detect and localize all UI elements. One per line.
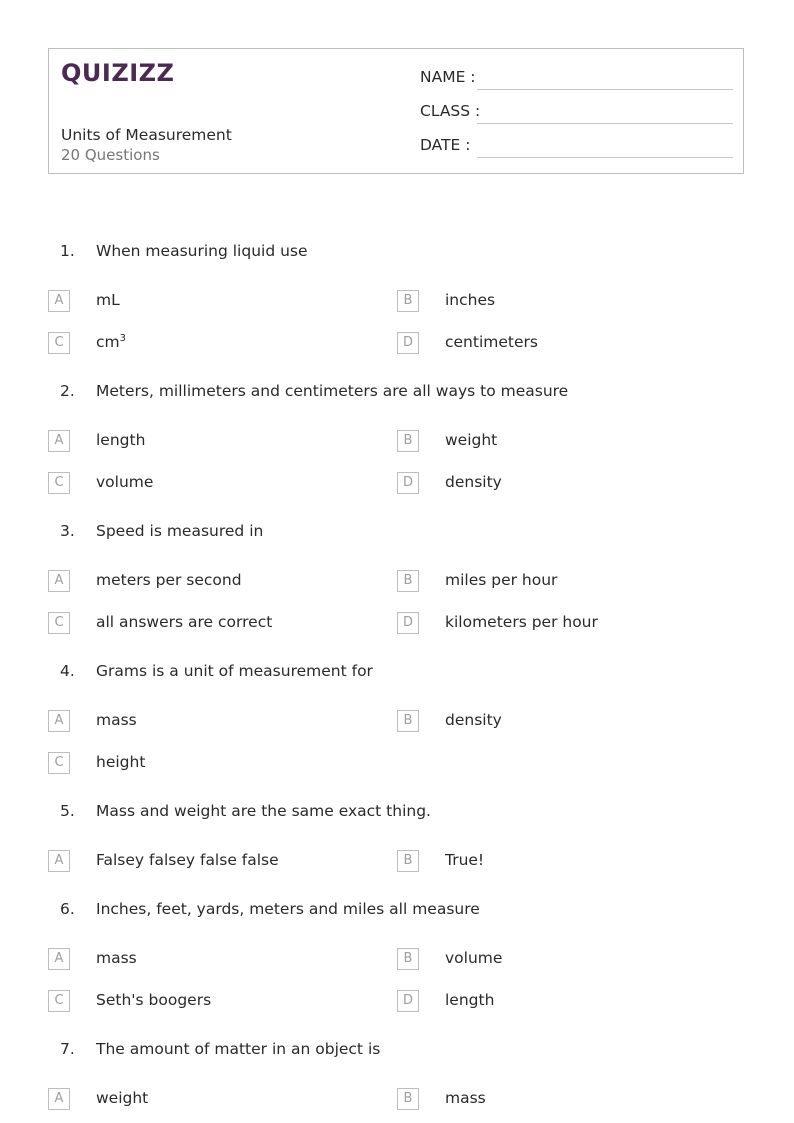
class-label: CLASS : (420, 102, 481, 120)
option-letter-box: B (397, 710, 419, 732)
question-number: 2. (60, 382, 75, 400)
option-letter-box: C (48, 332, 70, 354)
option-letter-box: C (48, 990, 70, 1012)
question-text: The amount of matter in an object is (96, 1040, 381, 1058)
option-letter-box: A (48, 570, 70, 592)
option-letter-box: A (48, 948, 70, 970)
option-text: miles per hour (445, 571, 558, 589)
option-text: height (96, 753, 146, 771)
question-text: Speed is measured in (96, 522, 264, 540)
option-text: all answers are correct (96, 613, 273, 631)
option-letter-box: D (397, 472, 419, 494)
option-text: weight (96, 1089, 149, 1107)
option-text: Seth's boogers (96, 991, 212, 1009)
option-text: length (96, 431, 146, 449)
option-text: density (445, 473, 502, 491)
option-letter-box: B (397, 570, 419, 592)
date-label: DATE : (420, 136, 471, 154)
question-number: 4. (60, 662, 75, 680)
name-line (477, 89, 733, 90)
option-text: kilometers per hour (445, 613, 598, 631)
option-text: meters per second (96, 571, 242, 589)
option-letter-box: C (48, 752, 70, 774)
option-letter-box: B (397, 850, 419, 872)
question-text: Grams is a unit of measurement for (96, 662, 373, 680)
option-text: weight (445, 431, 498, 449)
question-count: 20 Questions (61, 146, 160, 164)
option-letter-box: A (48, 430, 70, 452)
option-letter-box: C (48, 472, 70, 494)
option-text: mass (96, 949, 137, 967)
question-number: 1. (60, 242, 75, 260)
quizizz-logo: QUIZIZZ (61, 59, 175, 87)
question-number: 3. (60, 522, 75, 540)
option-letter-box: A (48, 1088, 70, 1110)
name-label: NAME : (420, 68, 476, 86)
option-text: inches (445, 291, 496, 309)
worksheet-title: Units of Measurement (61, 126, 232, 144)
question-text: When measuring liquid use (96, 242, 308, 260)
worksheet-header (48, 48, 744, 174)
option-letter-box: C (48, 612, 70, 634)
option-text: centimeters (445, 333, 538, 351)
option-letter-box: B (397, 290, 419, 312)
option-text: length (445, 991, 495, 1009)
option-letter-box: A (48, 710, 70, 732)
question-number: 7. (60, 1040, 75, 1058)
question-text: Mass and weight are the same exact thing. (96, 802, 431, 820)
question-number: 5. (60, 802, 75, 820)
option-text: mL (96, 291, 120, 309)
option-text: volume (96, 473, 154, 491)
question-number: 6. (60, 900, 75, 918)
option-superscript: 3 (119, 333, 126, 344)
option-letter-box: B (397, 948, 419, 970)
option-text: Falsey falsey false false (96, 851, 279, 869)
option-letter-box: D (397, 990, 419, 1012)
question-text: Inches, feet, yards, meters and miles all measure (96, 900, 480, 918)
option-text: volume (445, 949, 503, 967)
option-text: mass (445, 1089, 486, 1107)
option-letter-box: A (48, 290, 70, 312)
date-line (477, 157, 733, 158)
question-text: Meters, millimeters and centimeters are all ways to measure (96, 382, 569, 400)
option-text: True! (445, 851, 485, 869)
option-text: density (445, 711, 502, 729)
option-text (96, 333, 126, 351)
option-letter-box: B (397, 1088, 419, 1110)
class-line (477, 123, 733, 124)
option-unit: cm (96, 333, 120, 351)
option-text: mass (96, 711, 137, 729)
option-letter-box: B (397, 430, 419, 452)
option-letter-box: A (48, 850, 70, 872)
option-letter-box: D (397, 612, 419, 634)
option-letter-box: D (397, 332, 419, 354)
